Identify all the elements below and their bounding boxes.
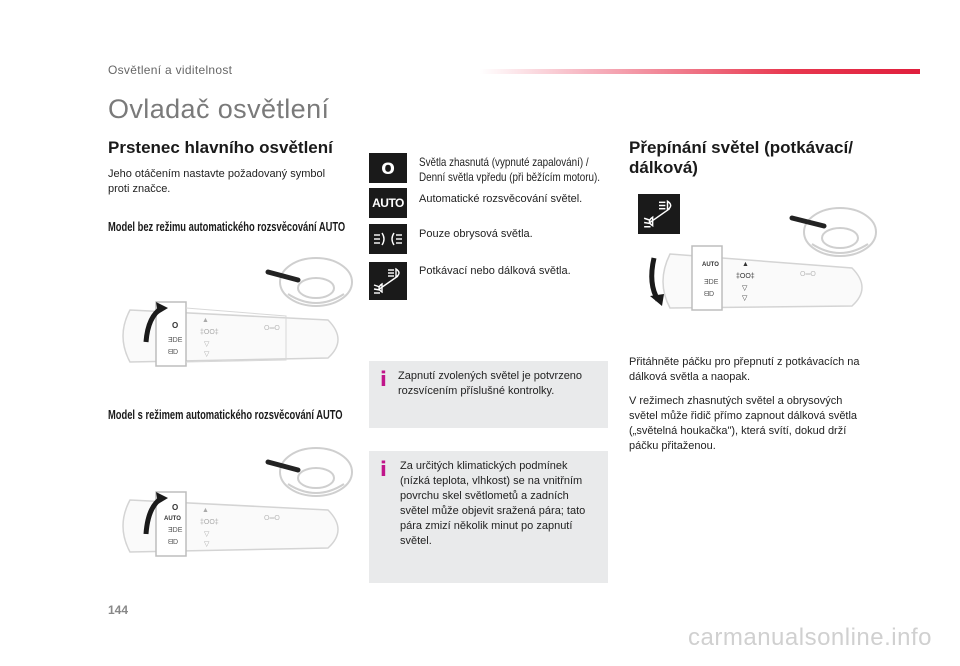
note2-line-3: povrchu skel světlometů a zadních [400,490,569,502]
svg-text:O═O: O═O [264,515,280,522]
svg-text:ƎDE: ƎDE [168,527,183,534]
steering-wheel-icon [280,258,352,306]
svg-text:▲: ▲ [742,261,749,268]
info-note-confirmation-text [398,369,582,399]
left-intro-line-1: Jeho otáčením nastavte požadovaný symbol [108,168,326,180]
stalk-illustration-no-auto [116,250,356,380]
headlights-icon [369,262,407,300]
svg-text:ƎDE: ƎDE [168,337,183,344]
right-para-2-line-4: páčku přitaženou. [629,440,716,452]
note2-line-4: světel může objevit sražená pára; tato [400,505,586,517]
model-without-auto-label: Model bez režimu automatického rozsvěcování AUTO [108,219,346,234]
svg-text:ƎDE: ƎDE [704,279,719,286]
note1-line-1: Zapnutí zvolených světel je potvrzeno [398,370,583,382]
item-sidelights-text: Pouze obrysová světla. [419,228,533,240]
left-heading: Prstenec hlavního osvětlení [108,138,333,157]
note2-line-5: pára zmizí několik minut po zapnutí [400,520,573,532]
section-label: Osvětlení a viditelnost [108,63,233,77]
page-title: Ovladač osvětlení [108,94,330,124]
svg-text:‡OO‡: ‡OO‡ [200,329,219,336]
sidelights-glyph-icon [373,229,403,249]
svg-text:▲: ▲ [202,507,209,514]
info-note-condensation-text [400,459,585,549]
right-para-2 [629,394,857,454]
svg-text:ᗺD: ᗺD [704,291,715,298]
auto-symbol: AUTO [372,196,404,210]
headlights-glyph-icon [372,266,404,296]
svg-text:ᗺD: ᗺD [168,539,179,546]
right-heading-line-1: Přepínání světel (potkávací/ [629,138,853,157]
info-icon: i [380,457,387,481]
right-para-1-line-2: dálková světla a naopak. [629,371,751,383]
svg-text:▲: ▲ [202,317,209,324]
svg-text:O═O: O═O [264,325,280,332]
stalk-pointer-icon [792,218,824,226]
right-para-2-line-2: světel může řidič přímo zapnout dálková světla [629,410,858,422]
left-intro [108,167,325,197]
svg-text:AUTO: AUTO [164,516,181,522]
svg-text:▽: ▽ [204,541,210,548]
svg-text:▽: ▽ [204,531,210,538]
watermark: carmanualsonline.info [688,624,932,651]
svg-text:▽: ▽ [204,341,210,348]
note1-line-2: rozsvícením příslušné kontrolky. [398,385,555,397]
note2-line-2: (nízká teplota, vlhkost) se na vnitřním [400,475,583,487]
right-para-1-line-1: Přitáhněte páčku pro přepnutí z potkávacích na [629,356,860,368]
item-auto-text: Automatické rozsvěcování světel. [419,193,583,205]
page-number: 144 [108,603,129,617]
stalk-illustration-switch [640,196,880,316]
svg-text:O: O [172,321,179,330]
right-heading-line-2: dálková) [629,158,698,177]
stalk-body-icon [123,302,338,366]
right-heading [629,138,853,178]
svg-text:▽: ▽ [204,351,210,358]
header-accent-bar [480,69,920,74]
item-lights-off-line-1: Světla zhasnutá (vypnuté zapalování) / [419,155,589,169]
lights-off-icon [369,153,407,183]
svg-text:AUTO: AUTO [702,262,719,268]
note2-line-1: Za určitých klimatických podmínek [400,460,568,472]
model-with-auto-label: Model s režimem automatického rozsvěcování AUTO [108,407,343,422]
steering-wheel-icon [804,208,876,256]
right-para-2-line-3: („světelná houkačka"), která svítí, dokud drží [629,425,847,437]
svg-text:▽: ▽ [742,295,748,302]
info-note-condensation [369,451,608,583]
right-para-2-line-1: V režimech zhasnutých světel a obrysových [629,395,843,407]
stalk-illustration-auto [116,440,356,570]
right-para-1 [629,355,860,385]
svg-text:▽: ▽ [742,285,748,292]
svg-text:O═O: O═O [800,271,816,278]
item-lights-off-text [419,155,600,185]
auto-icon [369,188,407,218]
svg-text:ᗺD: ᗺD [168,349,179,356]
sidelights-icon [369,224,407,254]
svg-text:O: O [172,503,179,512]
svg-text:‡OO‡: ‡OO‡ [736,273,755,280]
info-note-confirmation [369,361,608,428]
item-headlights-text: Potkávací nebo dálková světla. [419,265,571,277]
left-intro-line-2: proti značce. [108,183,171,195]
steering-wheel-icon [280,448,352,496]
lights-off-symbol: O [381,158,395,178]
info-icon: i [380,367,387,391]
svg-text:‡OO‡: ‡OO‡ [200,519,219,526]
note2-line-6: světel. [400,535,432,547]
item-lights-off-line-2: Denní světla vpředu (při běžícím motoru). [419,170,601,184]
stalk-body-icon [123,492,338,556]
